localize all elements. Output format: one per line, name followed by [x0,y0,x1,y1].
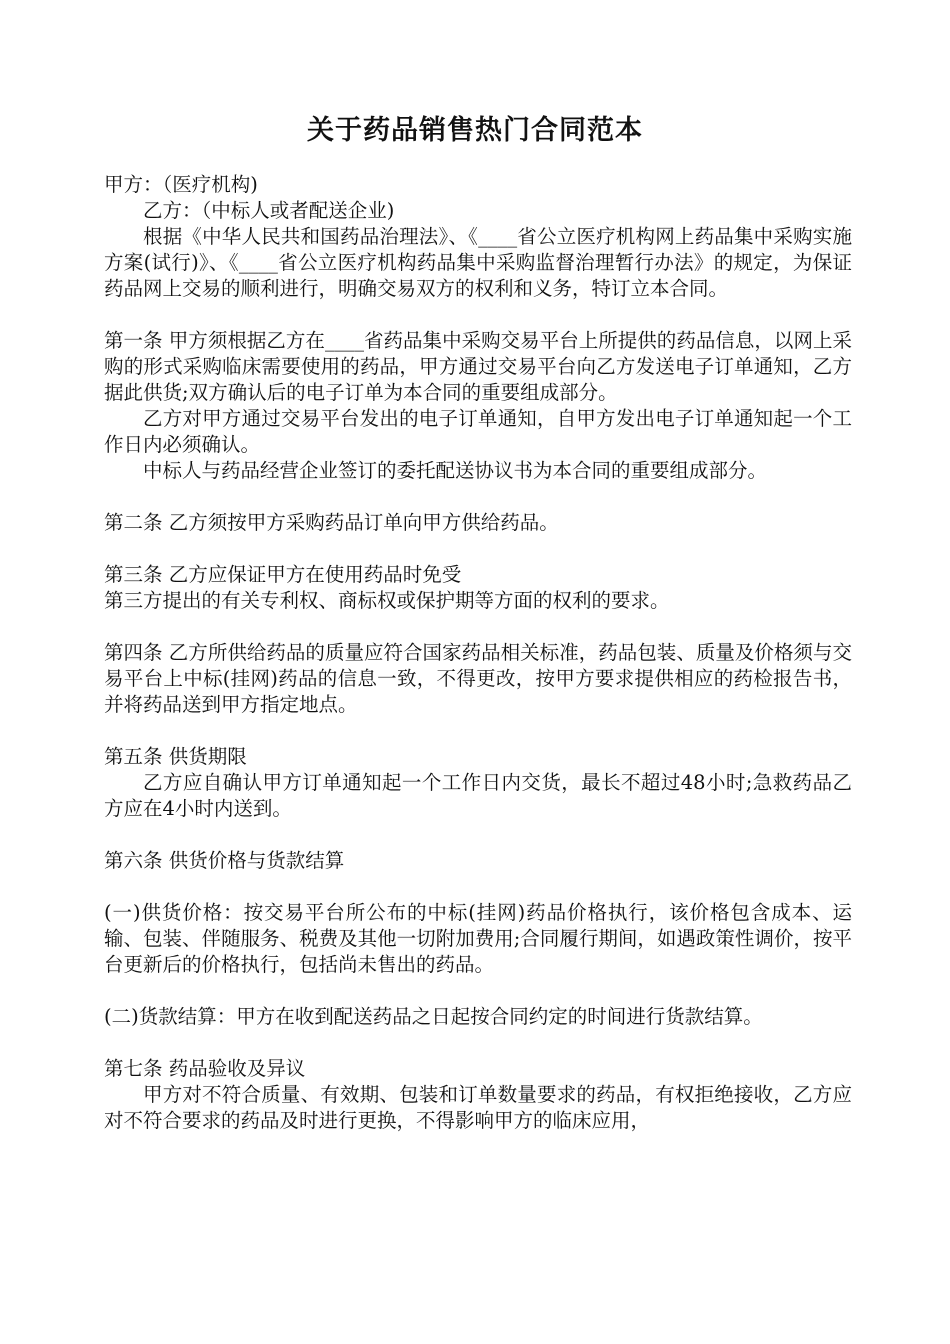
paragraph: 第六条 供货价格与货款结算 [104,849,345,872]
document-title: 关于药品销售热门合同范本 [307,115,643,146]
paragraph: 甲方对不符合质量、有效期、包装和订单数量要求的药品，有权拒绝接收，乙方应对不符合要求的药品及时进行更换，不得影响甲方的临床应用， [104,1083,852,1132]
paragraph: 第四条 乙方所供给药品的质量应符合国家药品相关标准，药品包装、质量及价格须与交易平台上中标(挂网)药品的信息一致，不得更改，按甲方要求提供相应的药检报告书，并将药品送到甲方指定地点。 [104,641,852,716]
paragraph: 乙方对甲方通过交易平台发出的电子订单通知，自甲方发出电子订单通知起一个工作日内必须确认。 [104,407,852,456]
paragraph: 第七条 药品验收及异议 [104,1057,306,1080]
paragraph: 第三条 乙方应保证甲方在使用药品时免受 [104,563,462,586]
paragraph: 中标人与药品经营企业签订的委托配送协议书为本合同的重要组成部分。 [143,459,768,482]
paragraph: (二)货款结算：甲方在收到配送药品之日起按合同约定的时间进行货款结算。 [104,1005,763,1028]
paragraph: 第五条 供货期限 [104,745,247,768]
paragraph: 甲方：（医疗机构) [104,173,258,196]
paragraph: (一)供货价格：按交易平台所公布的中标(挂网)药品价格执行，该价格包含成本、运输、包装、伴随服务、税费及其他一切附加费用;合同履行期间，如遇政策性调价，按平台更新后的价格执行，包括尚未售出的药品。 [104,901,852,976]
paragraph: 第三方提出的有关专利权、商标权或保护期等方面的权利的要求。 [104,589,670,612]
paragraph: 乙方应自确认甲方订单通知起一个工作日内交货，最长不超过48小时;急救药品乙方应在4小时内送到。 [104,771,852,820]
paragraph: 第二条 乙方须按甲方采购药品订单向甲方供给药品。 [104,511,559,534]
document-body [104,172,852,1134]
paragraph: 根据《中华人民共和国药品治理法》、《____省公立医疗机构网上药品集中采购实施方案(试行)》、《____省公立医疗机构药品集中采购监督治理暂行办法》的规定，为保证药品网上交易的顺利进行，明确交易双方的权利和义务，特订立本合同。 [104,225,852,300]
paragraph: 第一条 甲方须根据乙方在____省药品集中采购交易平台上所提供的药品信息，以网上采购的形式采购临床需要使用的药品，甲方通过交易平台向乙方发送电子订单通知，乙方据此供货;双方确认后的电子订单为本合同的重要组成部分。 [104,329,852,404]
paragraph: 乙方：（中标人或者配送企业) [143,199,395,222]
